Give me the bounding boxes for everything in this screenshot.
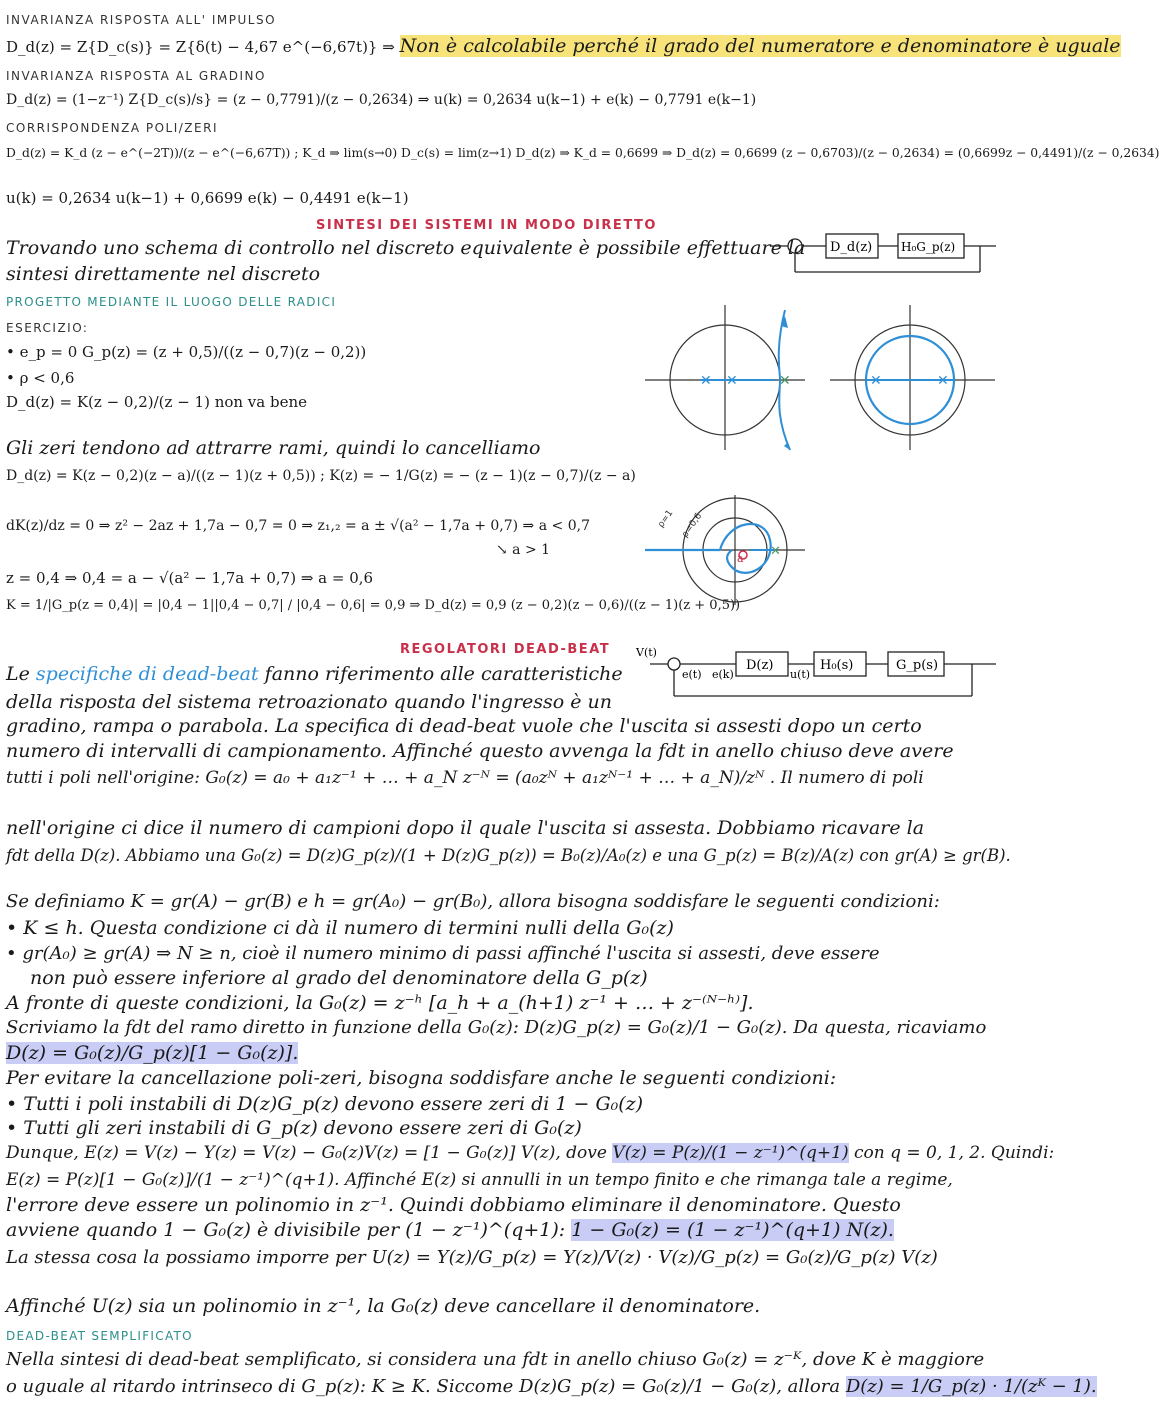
- text-simplified-2: o uguale al ritardo intrinseco di G_p(z): K ≥ K. Siccome D(z)G_p(z) = G₀(z)/1 − G₀(z), allora: [6, 1376, 841, 1397]
- para-error-3: l'errore deve essere un polinomio in z⁻¹. Quindi dobbiamo eliminare il denominatore. Questo: [6, 1194, 901, 1216]
- svg-text:✕: ✕: [870, 373, 882, 389]
- diag-u-t: u(t): [790, 668, 811, 681]
- heading-direct-synthesis: SINTESI DEI SISTEMI IN MODO DIRETTO: [316, 218, 657, 233]
- line-pole-zero-formula: D_d(z) = K_d (z − e^(−2T))/(z − e^(−6,67T)) ; K_d ⇒ lim(s→0) D_c(s) = lim(z→1) D_d(z) ⇒ K_d = 0,6699 ⇒ D_d(z) = 0,6699 (z − 0,6703)/(z − 0,2634) = (0,6699z − 0,4491)/(z − 0,2634): [6, 146, 1159, 160]
- line-difference-equation: u(k) = 0,2634 u(k−1) + 0,6699 e(k) − 0,4491 e(k−1): [6, 189, 409, 207]
- exercise-controller-2: D_d(z) = K(z − 0,2)(z − a)/((z − 1)(z + 0,5)) ; K(z) = − 1/G(z) = − (z − 1)(z − 0,7)/(z − a): [6, 468, 636, 484]
- para-u-formula: La stessa cosa la possiamo imporre per U(z) = Y(z)/G_p(z) = Y(z)/V(z) · V(z)/G_p(z) = G₀(z)/G_p(z) V(z): [6, 1247, 938, 1268]
- root-locus-plot-1: [645, 305, 805, 450]
- highlight-d-formula: D(z) = G₀(z)/G_p(z)[1 − G₀(z)].: [6, 1042, 299, 1064]
- para-deadbeat-6: nell'origine ci dice il numero di campioni dopo il quale l'uscita si assesta. Dobbiamo ricavare la: [6, 817, 925, 839]
- text-zeros-attract: Gli zeri tendono ad attrarre rami, quindi lo cancelliamo: [6, 437, 541, 459]
- text-refer: fanno riferimento alle caratteristiche: [264, 663, 623, 685]
- para-deadbeat-1: [6, 664, 623, 684]
- para-simplified-1: Nella sintesi di dead-beat semplificato, si considera una fdt in anello chiuso G₀(z) = z⁻ᴷ, dove K è maggiore: [6, 1349, 985, 1370]
- diag-e-k: e(k): [712, 668, 734, 681]
- heading-step-invariance: INVARIANZA RISPOSTA AL GRADINO: [6, 69, 266, 83]
- derivative-branch: ↘ a > 1: [496, 542, 551, 558]
- block-ho: H₀(s): [820, 658, 854, 673]
- label-rho-06: ρ=0,6: [680, 511, 705, 540]
- root-locus-plot-2: [830, 305, 995, 450]
- para-error: [6, 1143, 1054, 1163]
- equation-a-value: z = 0,4 ⇒ 0,4 = a − √(a² − 1,7a + 0,7) ⇒ a = 0,6: [6, 569, 374, 587]
- condition-1: • K ≤ h. Questa condizione ci dà il numero di termini nulli della G₀(z): [6, 917, 674, 939]
- exercise-spec-2: • ρ < 0,6: [6, 369, 75, 387]
- word-le: Le: [6, 663, 30, 685]
- impulse-formula: D_d(z) = Z{D_c(s)} = Z{δ(t) − 4,67 e^(−6,67t)} ⇒: [6, 38, 395, 56]
- highlight-deadbeat-specs: specifiche di dead-beat: [35, 663, 259, 685]
- exercise-spec-1: • e_p = 0 G_p(z) = (z + 0,5)/((z − 0,7)(z − 0,2)): [6, 343, 367, 361]
- para-d-formula: [6, 1043, 298, 1063]
- label-a: a: [737, 552, 744, 565]
- feedback-diagram-deadbeat: [636, 644, 998, 702]
- svg-text:✕: ✕: [726, 373, 738, 389]
- para-deadbeat-8: Se definiamo K = gr(A) − gr(B) e h = gr(A₀) − gr(B₀), allora bisogna soddisfare le seguenti condizioni:: [6, 891, 940, 912]
- heading-impulse-invariance: INVARIANZA RISPOSTA ALL' IMPULSO: [6, 13, 277, 27]
- label-exercise: ESERCIZIO:: [6, 321, 89, 335]
- highlight-v-formula: V(z) = P(z)/(1 − z⁻¹)^(q+1): [612, 1143, 849, 1163]
- para-simplified-2: [6, 1377, 1097, 1397]
- para-avoid-cancellation: Per evitare la cancellazione poli-zeri, bisogna soddisfare anche le seguenti condizioni:: [6, 1067, 837, 1089]
- derivative-equation: dK(z)/dz = 0 ⇒ z² − 2az + 1,7a − 0,7 = 0 ⇒ z₁,₂ = a ± √(a² − 1,7a + 0,7) ⇒ a < 0,7: [6, 518, 590, 534]
- text-divisible: avviene quando 1 − G₀(z) è divisibile per (1 − z⁻¹)^(q+1):: [6, 1219, 566, 1241]
- condition-3: • Tutti i poli instabili di D(z)G_p(z) devono essere zeri di 1 − G₀(z): [6, 1093, 644, 1115]
- text-q-values: con q = 0, 1, 2. Quindi:: [854, 1143, 1055, 1163]
- svg-text:✕: ✕: [779, 373, 791, 389]
- line-step-formula: D_d(z) = (1−z⁻¹) Z{D_c(s)/s} = (z − 0,7791)/(z − 0,2634) ⇒ u(k) = 0,2634 u(k−1) + e(k) − 0,7791 e(k−1): [6, 92, 757, 108]
- block-dd: D_d(z): [830, 240, 873, 255]
- diag-e-t: e(t): [682, 668, 702, 681]
- highlight-not-computable: Non è calcolabile perché il grado del numeratore e denominatore è uguale: [399, 35, 1121, 57]
- condition-2-cont: non può essere inferiore al grado del denominatore della G_p(z): [30, 967, 648, 989]
- para-u-polynomial: Affinché U(z) sia un polinomio in z⁻¹, la G₀(z) deve cancellare il denominatore.: [6, 1295, 761, 1317]
- diag-input-v: V(t): [636, 646, 657, 659]
- para-deadbeat-3: gradino, rampa o parabola. La specifica di dead-beat vuole che l'uscita si assesti dopo un certo: [6, 715, 922, 737]
- para-deadbeat-2: della risposta del sistema retroazionato quando l'ingresso è un: [6, 691, 613, 713]
- highlight-divisible-formula: 1 − G₀(z) = (1 − z⁻¹)^(q+1) N(z).: [571, 1219, 894, 1241]
- para-direct-branch: Scriviamo la fdt del ramo diretto in funzione della G₀(z): D(z)G_p(z) = G₀(z)/1 − G₀(z). Da questa, ricaviamo: [6, 1017, 987, 1038]
- heading-root-locus-design: PROGETTO MEDIANTE IL LUOGO DELLE RADICI: [6, 295, 337, 309]
- svg-text:✕: ✕: [770, 544, 781, 559]
- text-direct-synthesis-1: Trovando uno schema di controllo nel discreto equivalente è possibile effettuare la: [6, 237, 806, 259]
- text-direct-synthesis-2: sintesi direttamente nel discreto: [6, 263, 321, 285]
- para-error-4: [6, 1220, 894, 1240]
- condition-2: • gr(A₀) ≥ gr(A) ⇒ N ≥ n, cioè il numero minimo di passi affinché l'uscita si assesti, deve essere: [6, 943, 880, 964]
- svg-text:✕: ✕: [937, 373, 949, 389]
- heading-pole-zero: CORRISPONDENZA POLI/ZERI: [6, 121, 218, 135]
- text-error-def: Dunque, E(z) = V(z) − Y(z) = V(z) − G₀(z)V(z) = [1 − G₀(z)] V(z), dove: [6, 1143, 607, 1163]
- block-gp: G_p(s): [896, 658, 939, 673]
- feedback-diagram-discrete: [768, 228, 998, 278]
- heading-dead-beat: REGOLATORI DEAD-BEAT: [400, 642, 611, 657]
- para-deadbeat-5: tutti i poli nell'origine: G₀(z) = a₀ + a₁z⁻¹ + … + a_N z⁻ᴺ = (a₀zᴺ + a₁zᴺ⁻¹ + … + a_N)/zᴺ . Il numero di poli: [6, 768, 924, 788]
- highlight-simplified-d: D(z) = 1/G_p(z) · 1/(zᴷ − 1).: [845, 1376, 1097, 1397]
- para-error-2: E(z) = P(z)[1 − G₀(z)]/(1 − z⁻¹)^(q+1). Affinché E(z) si annulli in un tempo finito e che rimanga tale a regime,: [6, 1170, 953, 1190]
- label-rho-1: ρ=1: [656, 508, 676, 530]
- root-locus-plots: [640, 300, 1000, 610]
- equation-gain-k: K = 1/|G_p(z = 0,4)| = |0,4 − 1||0,4 − 0,7| / |0,4 − 0,6| = 0,9 ⇒ D_d(z) = 0,9 (z − 0,2)(z − 0,6)/((z − 1)(z + 0,5)): [6, 598, 741, 613]
- svg-text:✕: ✕: [700, 373, 712, 389]
- para-deadbeat-4: numero di intervalli di campionamento. Affinché questo avvenga la fdt in anello chiuso deve avere: [6, 740, 954, 762]
- para-g0-form: A fronte di queste condizioni, la G₀(z) = z⁻ʰ [a_h + a_(h+1) z⁻¹ + … + z⁻⁽ᴺ⁻ʰ⁾].: [6, 992, 754, 1014]
- condition-4: • Tutti gli zeri instabili di G_p(z) devono essere zeri di G₀(z): [6, 1117, 582, 1139]
- exercise-controller-1: D_d(z) = K(z − 0,2)/(z − 1) non va bene: [6, 393, 308, 411]
- block-hogp: H₀G_p(z): [901, 240, 956, 254]
- block-d: D(z): [746, 658, 774, 673]
- line-impulse-formula: [6, 36, 1121, 57]
- heading-deadbeat-simplified: DEAD-BEAT SEMPLIFICATO: [6, 1329, 193, 1343]
- para-deadbeat-7: fdt della D(z). Abbiamo una G₀(z) = D(z)G_p(z)/(1 + D(z)G_p(z)) = B₀(z)/A₀(z) e una G_p(z) = B(z)/A(z) con gr(A) ≥ gr(B).: [6, 846, 1011, 865]
- root-locus-plot-3: [645, 495, 805, 605]
